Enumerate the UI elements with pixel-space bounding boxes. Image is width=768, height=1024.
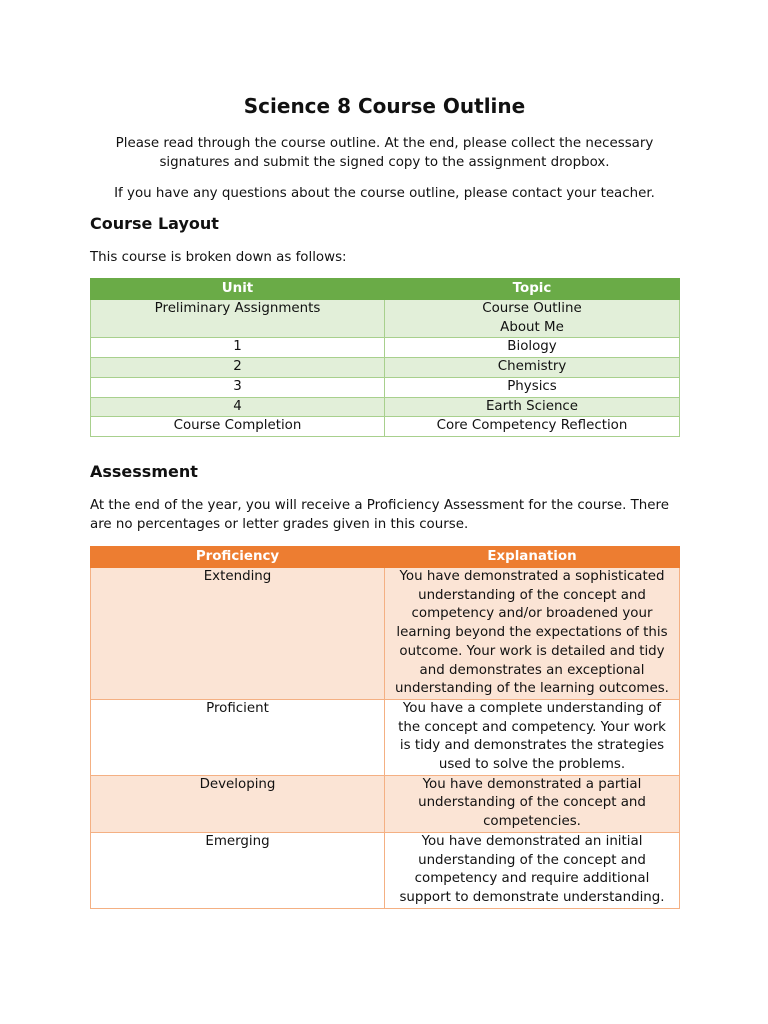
explanation-cell: You have demonstrated a sophisticated understanding of the concept and competency and/or broadened your learning beyond the expectations of this outcome. Your work is detailed and tidy and demonstrates an exceptional understanding of the learning outcomes.	[385, 568, 680, 700]
unit-topic-table	[90, 278, 680, 437]
proficiency-cell: Developing	[91, 775, 385, 832]
topic-cell: Physics	[385, 377, 680, 397]
table-row	[91, 832, 680, 908]
unit-cell: Preliminary Assignments	[91, 300, 385, 338]
topic-cell: Earth Science	[385, 397, 680, 417]
table-row	[91, 699, 680, 775]
topic-cell: Core Competency Reflection	[385, 417, 680, 437]
topic-cell: Biology	[385, 338, 680, 358]
table-row	[91, 397, 680, 417]
course-layout-heading: Course Layout	[90, 214, 219, 233]
explanation-cell: You have a complete understanding of the concept and competency. Your work is tidy and demonstrates the strategies used to solve the problems.	[385, 699, 680, 775]
table-row	[91, 300, 680, 338]
unit-cell: 4	[91, 397, 385, 417]
topic-column-header: Topic	[385, 279, 680, 300]
proficiency-column-header: Proficiency	[91, 547, 385, 568]
unit-cell: Course Completion	[91, 417, 385, 437]
explanation-column-header: Explanation	[385, 547, 680, 568]
explanation-cell: You have demonstrated an initial understanding of the concept and competency and require additional support to demonstrate understanding.	[385, 832, 680, 908]
topic-text: About Me	[500, 319, 564, 335]
assessment-intro: At the end of the year, you will receive a Proficiency Assessment for the course. There are no percentages or letter grades given in this course.	[90, 498, 669, 532]
proficiency-cell: Proficient	[91, 699, 385, 775]
proficiency-cell: Extending	[91, 568, 385, 700]
table-row	[91, 377, 680, 397]
intro-instructions: Please read through the course outline. At the end, please collect the necessary signatures and submit the signed copy to the assignment dropbox.	[115, 136, 654, 170]
table-header-row	[91, 547, 680, 568]
intro-contact: If you have any questions about the course outline, please contact your teacher.	[114, 186, 655, 201]
unit-cell: 2	[91, 358, 385, 378]
unit-column-header: Unit	[91, 279, 385, 300]
topic-text: Course Outline	[482, 301, 582, 316]
assessment-heading: Assessment	[90, 462, 198, 481]
topic-cell	[385, 300, 680, 338]
proficiency-cell: Emerging	[91, 832, 385, 908]
table-row	[91, 417, 680, 437]
course-layout-intro: This course is broken down as follows:	[90, 250, 347, 265]
unit-cell: 1	[91, 338, 385, 358]
explanation-cell: You have demonstrated a partial understanding of the concept and competencies.	[385, 775, 680, 832]
table-row	[91, 775, 680, 832]
topic-cell: Chemistry	[385, 358, 680, 378]
table-row	[91, 358, 680, 378]
table-row	[91, 338, 680, 358]
table-row	[91, 568, 680, 700]
proficiency-table	[90, 546, 680, 909]
table-header-row	[91, 279, 680, 300]
unit-cell: 3	[91, 377, 385, 397]
page-title: Science 8 Course Outline	[243, 94, 526, 118]
